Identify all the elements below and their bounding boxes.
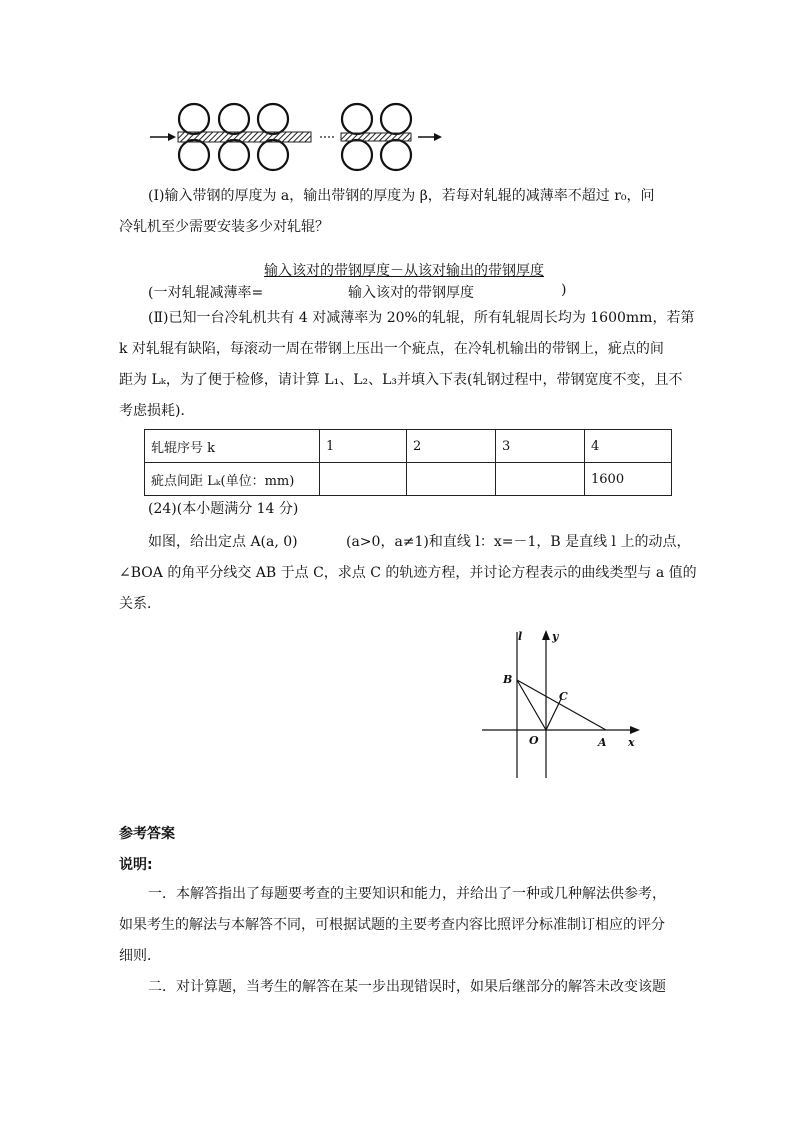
table-row [145, 463, 672, 496]
label-y: y [552, 630, 559, 643]
label-x: x [628, 736, 635, 749]
answers-item1-line1: 一．本解答指出了每题要考查的主要知识和能力，并给出了一种或几种解法供参考， [148, 886, 666, 902]
table-cell: 轧辊序号 k [145, 430, 320, 463]
q23-part1-line1: (Ⅰ)输入带钢的厚度为 a，输出带钢的厚度为 β，若每对轧辊的减薄率不超过 r₀，问 [148, 188, 655, 204]
label-A: A [598, 736, 607, 749]
table-cell: 2 [407, 430, 496, 463]
answers-note-label: 说明: [119, 857, 153, 873]
formula-numerator: 输入该对的带钢厚度－从该对输出的带钢厚度 [264, 263, 544, 279]
label-O: O [529, 734, 539, 747]
q23-part1-line2: 冷轧机至少需要安装多少对轧辊？ [119, 219, 329, 235]
q23-part2-line1: (Ⅱ)已知一台冷轧机共有 4 对减薄率为 20%的轧辊，所有轧辊周长均为 1600mm，若第 [148, 310, 695, 326]
q24-line1a: 如图，给出定点 A(a, 0) [148, 534, 298, 550]
label-B: B [503, 673, 513, 686]
table-cell [407, 463, 496, 496]
q23-part2-line4: 考虑损耗)． [119, 403, 195, 419]
table-cell: 3 [496, 430, 585, 463]
table-cell: 1 [320, 430, 407, 463]
defect-spacing-table [144, 429, 672, 496]
q23-part2-line2: k 对轧辊有缺陷，每滚动一周在带钢上压出一个疵点，在冷轧机输出的带钢上，疵点的间 [119, 341, 664, 357]
q24-heading: (24)(本小题满分 14 分) [148, 501, 299, 517]
formula-prefix: (一对轧辊减薄率= [148, 285, 264, 301]
answers-item2-line1: 二．对计算题，当考生的解答在某一步出现错误时，如果后继部分的解答未改变该题 [148, 979, 666, 995]
answers-title: 参考答案 [119, 826, 175, 842]
q24-line1b: (a>0，a≠1)和直线 l：x=－1，B 是直线 l 上的动点， [346, 534, 691, 550]
table-cell [496, 463, 585, 496]
answers-item1-line3: 细则． [119, 948, 161, 964]
table-cell [320, 463, 407, 496]
table-cell: 1600 [585, 463, 672, 496]
table-cell: 4 [585, 430, 672, 463]
q24-line3: 关系． [119, 596, 161, 612]
rolling-mill-diagram [148, 100, 448, 174]
q24-line2: ∠BOA 的角平分线交 AB 于点 C，求点 C 的轨迹方程，并讨论方程表示的曲线类型与 a 值的 [119, 565, 697, 581]
coordinate-figure [470, 620, 650, 780]
formula-denominator: 输入该对的带钢厚度 [348, 285, 474, 301]
label-l: l [518, 630, 523, 643]
table-cell: 疵点间距 Lₖ(单位：mm) [145, 463, 320, 496]
table-row [145, 430, 672, 463]
answers-item1-line2: 如果考生的解法与本解答不同，可根据试题的主要考查内容比照评分标准制订相应的评分 [119, 917, 665, 933]
formula-suffix: ) [561, 282, 567, 298]
q23-part2-line3: 距为 Lₖ，为了便于检修，请计算 L₁、L₂、L₃并填入下表(轧钢过程中，带钢宽度不变，且不 [119, 372, 683, 388]
label-C: C [559, 690, 568, 703]
